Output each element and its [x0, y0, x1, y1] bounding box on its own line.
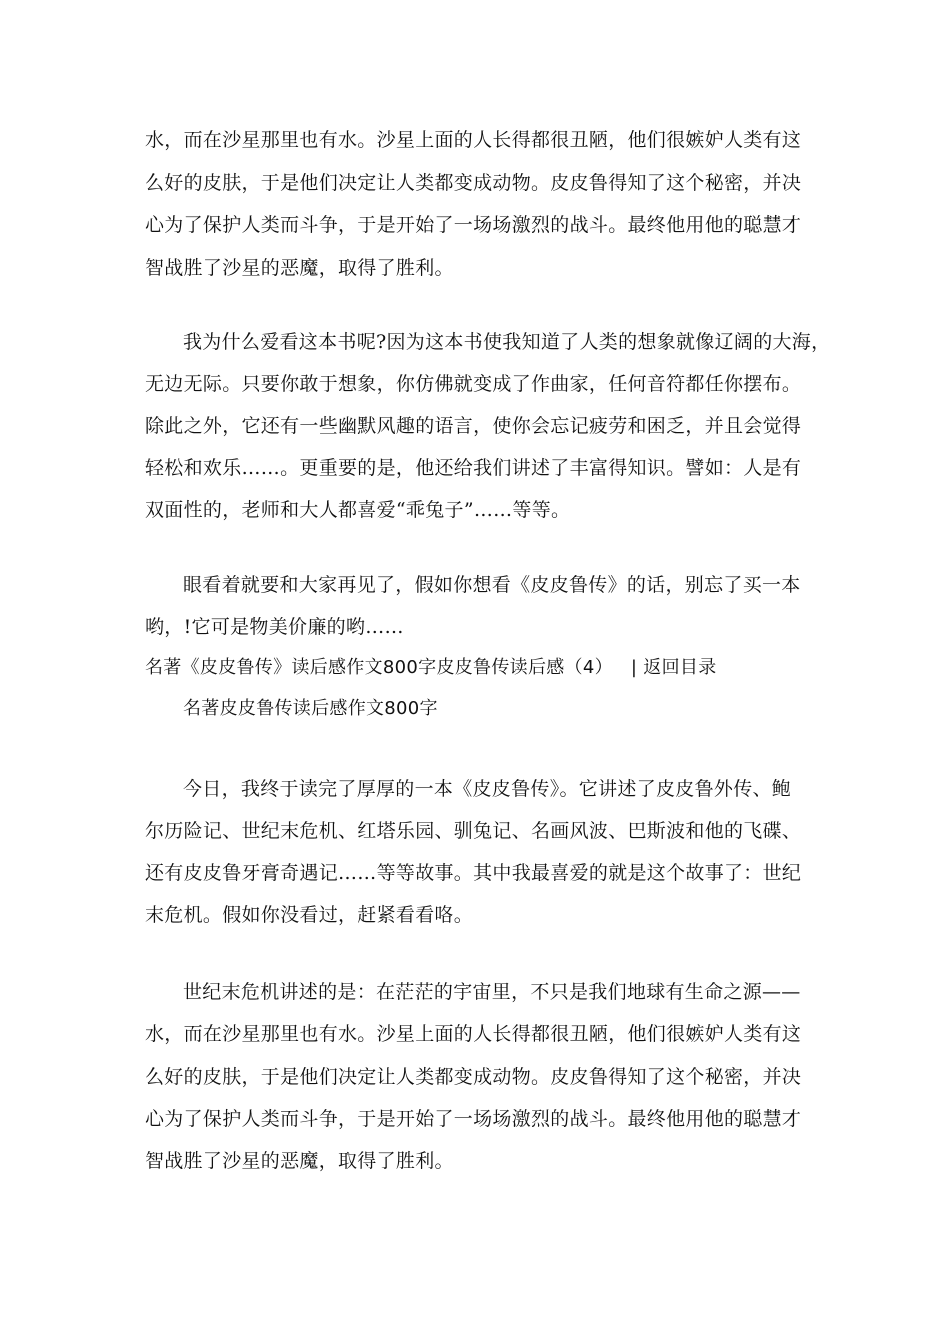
paragraph-line: 末危机。假如你没看过，赶紧看看咯。 — [145, 904, 474, 926]
paragraph-line: 今日，我终于读完了厚厚的一本《皮皮鲁传》。它讲述了皮皮鲁外传、鲍 — [183, 778, 792, 800]
paragraph-line: 智战胜了沙星的恶魔，取得了胜利。 — [145, 257, 454, 279]
paragraph-line: 世纪末危机讲述的是：在茫茫的宇宙里，不只是我们地球有生命之源—— — [183, 981, 801, 1003]
paragraph-line: 除此之外，它还有一些幽默风趣的语言，使你会忘记疲劳和困乏，并且会觉得 — [145, 415, 802, 437]
paragraph-line: 水，而在沙星那里也有水。沙星上面的人长得都很丑陋，他们很嫉妒人类有这 — [145, 1023, 802, 1045]
section-heading — [145, 656, 717, 680]
paragraph-line: 双面性的，老师和大人都喜爱“乖兔子”……等等。 — [145, 499, 571, 521]
paragraph-line: 么好的皮肤，于是他们决定让人类都变成动物。皮皮鲁得知了这个秘密，并决 — [145, 1066, 802, 1088]
paragraph-line: 心为了保护人类而斗争，于是开始了一场场激烈的战斗。最终他用他的聪慧才 — [145, 1108, 802, 1130]
paragraph-line: 无边无际。只要你敢于想象，你仿佛就变成了作曲家，任何音符都任你摆布。 — [145, 373, 802, 395]
paragraph-line: 尔历险记、世纪末危机、红塔乐园、驯兔记、名画风波、巴斯波和他的飞碟、 — [145, 820, 802, 842]
paragraph-line: 轻松和欢乐……。更重要的是，他还给我们讲述了丰富得知识。譬如：人是有 — [145, 457, 802, 479]
paragraph-line: 哟，!它可是物美价廉的哟…… — [145, 616, 404, 638]
paragraph-line: 眼看着就要和大家再见了，假如你想看《皮皮鲁传》的话，别忘了买一本 — [183, 574, 801, 596]
paragraph-line: 么好的皮肤，于是他们决定让人类都变成动物。皮皮鲁得知了这个秘密，并决 — [145, 172, 802, 194]
paragraph-line: 我为什么爱看这本书呢?因为这本书使我知道了人类的想象就像辽阔的大海， — [183, 331, 831, 353]
section-subtitle: 名著皮皮鲁传读后感作文800字 — [183, 698, 438, 719]
paragraph-line: 智战胜了沙星的恶魔，取得了胜利。 — [145, 1150, 454, 1172]
paragraph-line: 还有皮皮鲁牙膏奇遇记……等等故事。其中我最喜爱的就是这个故事了：世纪 — [145, 862, 802, 884]
section-heading-text: 名著《皮皮鲁传》读后感作文800字皮皮鲁传读后感（4） — [145, 657, 613, 678]
paragraph-line: 心为了保护人类而斗争，于是开始了一场场激烈的战斗。最终他用他的聪慧才 — [145, 214, 802, 236]
paragraph-line: 水，而在沙星那里也有水。沙星上面的人长得都很丑陋，他们很嫉妒人类有这 — [145, 129, 802, 151]
return-to-contents-link[interactable]: | 返回目录 — [630, 657, 717, 678]
